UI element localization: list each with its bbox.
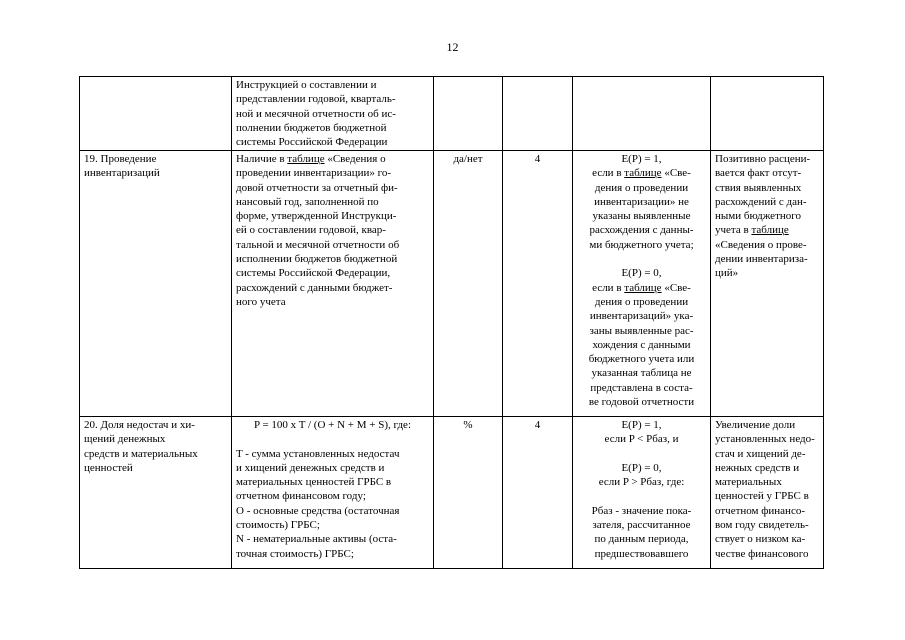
- text-line: ве годовой отчетности: [588, 396, 695, 409]
- text-fragment: «Све-: [661, 281, 691, 294]
- text-line: нансовый год, заполненной по: [236, 195, 379, 208]
- text-line: материальных ценностей ГРБС в: [236, 476, 392, 489]
- text-line: O - основные средства (остаточная: [236, 504, 400, 517]
- text-line: отчетном финансовом году;: [236, 490, 366, 503]
- text-line: инвентаризации» не: [594, 195, 689, 208]
- evaluation-cell: [573, 77, 711, 151]
- table-link[interactable]: таблице: [751, 224, 789, 237]
- method-cell: [232, 417, 434, 569]
- formula-line: E(P) = 0,: [621, 267, 662, 280]
- text-line: и хищений денежных средств и: [236, 461, 385, 474]
- weight-value: 4: [534, 419, 541, 431]
- text-line: если P < Pбаз, и: [604, 433, 679, 446]
- text-line: ми бюджетного учета;: [589, 238, 694, 251]
- unit-value: %: [463, 419, 473, 431]
- text-line: Pбаз - значение пока-: [591, 504, 692, 517]
- text-line: T - сумма установленных недостач: [236, 447, 400, 460]
- page-number: 12: [446, 40, 459, 54]
- unit-cell: [434, 151, 503, 417]
- text-fragment: «Све-: [661, 167, 691, 180]
- text-line: системы Российской Федерации,: [236, 267, 391, 280]
- text-line: щений денежных: [84, 433, 166, 446]
- text-line: установленных недо-: [715, 433, 815, 446]
- table-row: [80, 151, 824, 417]
- text-line: ей о составлении годовой, квар-: [236, 224, 386, 237]
- method-cell: [232, 77, 434, 151]
- text-fragment: если в: [592, 167, 625, 180]
- text-line: Инструкцией о составлении и: [236, 79, 377, 91]
- unit-cell: [434, 77, 503, 151]
- unit-cell: [434, 417, 503, 569]
- text-line: по данным периода,: [594, 533, 689, 546]
- text-line: ного учета: [236, 295, 286, 308]
- text-line: ствует о низком ка-: [715, 533, 806, 546]
- text-line: дения о проведении: [594, 295, 689, 308]
- text-line: Увеличение доли: [715, 419, 796, 431]
- table-row: [80, 417, 824, 569]
- text-line: довой отчетности за отчетный фи-: [236, 181, 398, 194]
- text-line: проведении инвентаризации» го-: [236, 167, 392, 180]
- text-line: [236, 152, 429, 166]
- weight-cell: [503, 151, 573, 417]
- text-line: указаны выявленные: [592, 210, 691, 223]
- weight-cell: [503, 77, 573, 151]
- text-line: ценностей у ГРБС в: [715, 490, 809, 503]
- text-line: нежных средств и: [715, 461, 800, 474]
- text-line: вается факт отсут-: [715, 167, 802, 180]
- indicator-name-cell: [80, 417, 232, 569]
- text-line: 20. Доля недостач и хи-: [84, 419, 195, 431]
- text-line: стач и хищений де-: [715, 447, 806, 460]
- text-line: хождения с данными: [592, 338, 691, 351]
- text-line: стоимость) ГРБС;: [236, 519, 320, 532]
- evaluation-cell: [573, 417, 711, 569]
- text-line: средств и материальных: [84, 447, 198, 460]
- text-line: материальных: [715, 476, 782, 489]
- comment-cell: [711, 77, 824, 151]
- indicator-name-cell: [80, 77, 232, 151]
- text-line: ствия выявленных: [715, 181, 802, 194]
- text-line: системы Российской Федерации: [236, 136, 388, 149]
- text-line: Позитивно расцени-: [715, 153, 811, 165]
- text-line: дении инвентариза-: [715, 253, 808, 266]
- method-cell: [232, 151, 434, 417]
- text-line: ными бюджетного: [715, 210, 801, 223]
- evaluation-cell: [573, 151, 711, 417]
- text-line: зателя, рассчитанное: [592, 519, 691, 532]
- text-line: ценностей: [84, 461, 133, 474]
- weight-cell: [503, 417, 573, 569]
- text-line: представлена в соста-: [590, 381, 693, 394]
- text-line: расхождений с данными бюджет-: [236, 281, 393, 294]
- text-line: 19. Проведение: [84, 153, 157, 165]
- table-row: [80, 77, 824, 151]
- text-line: инвентаризаций» ука-: [589, 310, 694, 323]
- text-line: предшествовавшего: [594, 547, 689, 560]
- text-line: дения о проведении: [594, 181, 689, 194]
- weight-value: 4: [534, 153, 541, 165]
- text-line: N - нематериальные активы (оста-: [236, 533, 397, 546]
- text-line: полнении бюджетов бюджетной: [236, 121, 387, 134]
- text-line: бюджетного учета или: [588, 353, 695, 366]
- text-line: [577, 166, 706, 180]
- indicator-name-cell: [80, 151, 232, 417]
- formula-line: E(P) = 1,: [621, 419, 662, 431]
- text-line: [715, 223, 819, 237]
- text-line: честве финансового: [715, 547, 809, 560]
- text-line: указанная таблица не: [591, 367, 692, 380]
- text-line: расхождений с дан-: [715, 195, 807, 208]
- text-line: точная стоимость) ГРБС;: [236, 547, 354, 560]
- table-link[interactable]: таблице: [624, 281, 662, 294]
- table-link[interactable]: таблице: [287, 153, 325, 165]
- text-line: исполнении бюджетов бюджетной: [236, 253, 398, 266]
- text-line: «Сведения о прове-: [715, 238, 807, 251]
- text-line: форме, утвержденной Инструкци-: [236, 210, 397, 223]
- formula-line: E(P) = 0,: [621, 461, 662, 474]
- text-fragment: «Сведения о: [324, 153, 386, 165]
- text-line: ций»: [715, 267, 739, 280]
- text-line: ной и месячной отчетности об ис-: [236, 107, 396, 120]
- text-line: если P > Pбаз, где:: [598, 476, 685, 489]
- text-line: отчетном финансо-: [715, 504, 805, 517]
- text-line: вом году свидетель-: [715, 519, 809, 532]
- table-link[interactable]: таблице: [624, 167, 662, 180]
- comment-cell: [711, 417, 824, 569]
- text-fragment: Наличие в: [236, 153, 288, 165]
- text-line: тальной и месячной отчетности об: [236, 238, 400, 251]
- text-line: заны выявленные рас-: [589, 324, 694, 337]
- formula-line: E(P) = 1,: [621, 153, 662, 165]
- text-fragment: учета в: [715, 224, 752, 237]
- text-line: инвентаризаций: [84, 167, 160, 180]
- text-line: расхождения с данны-: [589, 224, 694, 237]
- indicator-table: [79, 76, 824, 569]
- comment-cell: [711, 151, 824, 417]
- formula-line: P = 100 x T / (O + N + M + S), где:: [253, 419, 411, 431]
- text-fragment: если в: [592, 281, 625, 294]
- text-line: представлении годовой, кварталь-: [236, 93, 396, 106]
- text-line: [577, 281, 706, 295]
- unit-value: да/нет: [453, 153, 483, 165]
